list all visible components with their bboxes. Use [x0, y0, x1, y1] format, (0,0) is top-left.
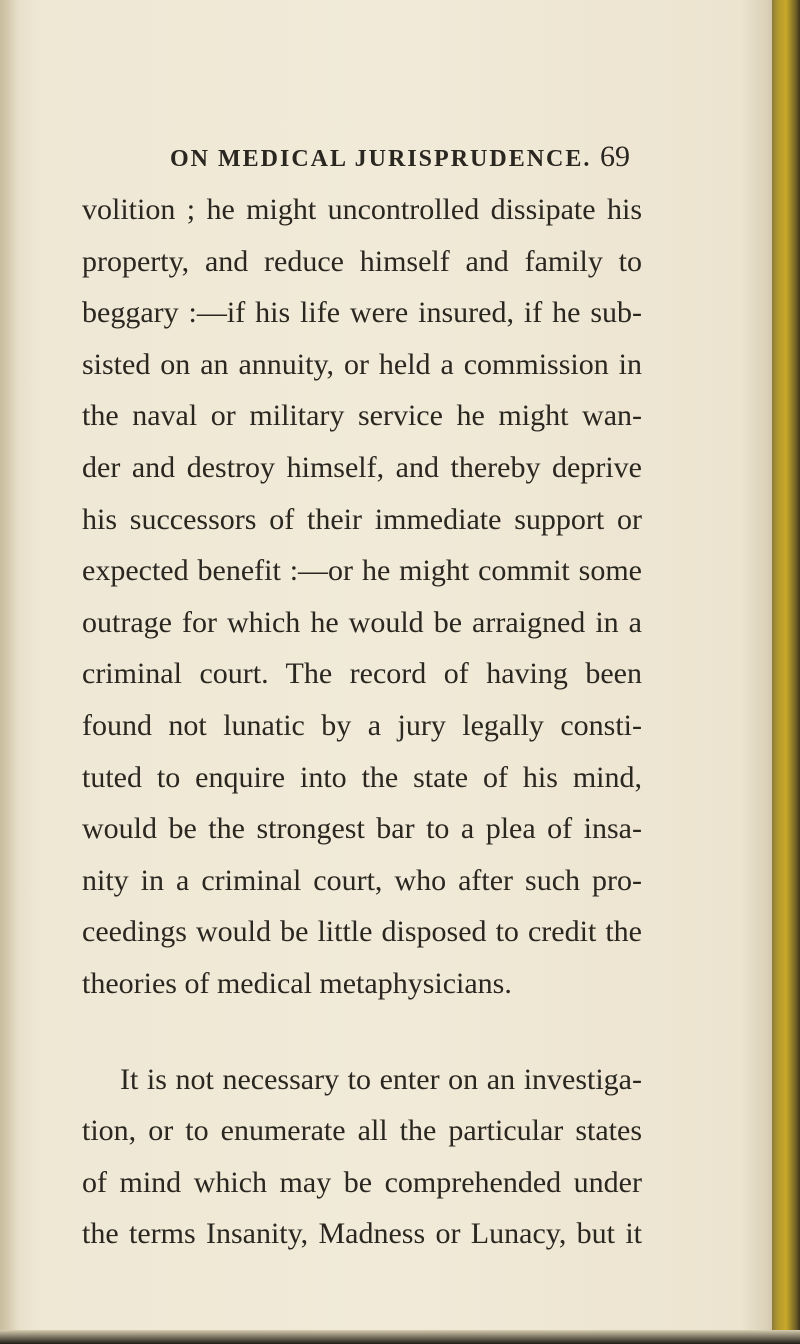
text-line: It is not necessary to enter on an investiga- — [120, 1062, 642, 1096]
text-line: ceedings would be little disposed to credit the — [82, 915, 642, 949]
text-line: theories of medical metaphysicians. — [82, 966, 512, 1000]
text-line: volition ; he might uncontrolled dissipate his — [82, 193, 642, 226]
text-line: criminal court. The record of having been — [82, 657, 642, 691]
text-line: tuted to enquire into the state of his mind, — [82, 760, 642, 794]
paragraph-1 — [82, 184, 642, 1010]
page-number: 69 — [600, 140, 630, 173]
gutter-shadow — [0, 0, 18, 1344]
paragraph-gap — [82, 1010, 642, 1054]
text-line: his successors of their immediate support or — [82, 502, 642, 536]
running-header — [170, 140, 630, 180]
text-line: der and destroy himself, and thereby deprive — [82, 450, 642, 484]
running-title: ON MEDICAL JURISPRUDENCE. — [170, 146, 592, 172]
text-line: expected benefit :—or he might commit some — [82, 554, 642, 588]
text-line: the terms Insanity, Madness or Lunacy, but it — [82, 1217, 642, 1251]
text-line: found not lunatic by a jury legally consti- — [82, 708, 642, 742]
page-bottom-edge — [0, 1330, 800, 1344]
book-spine-edge — [772, 0, 800, 1344]
text-line: tion, or to enumerate all the particular states — [82, 1114, 642, 1148]
text-line: sisted on an annuity, or held a commission in — [82, 347, 642, 381]
text-line: would be the strongest bar to a plea of insa- — [82, 812, 642, 846]
paragraph-2 — [82, 1054, 642, 1260]
text-line: beggary :—if his life were insured, if he sub- — [82, 296, 642, 330]
text-line: nity in a criminal court, who after such pro- — [82, 863, 642, 897]
text-line: the naval or military service he might wan- — [82, 399, 642, 433]
text-line: of mind which may be comprehended under — [82, 1165, 642, 1199]
text-line: outrage for which he would be arraigned in a — [82, 605, 642, 639]
page-body — [82, 184, 642, 1260]
text-line: property, and reduce himself and family to — [82, 244, 642, 278]
